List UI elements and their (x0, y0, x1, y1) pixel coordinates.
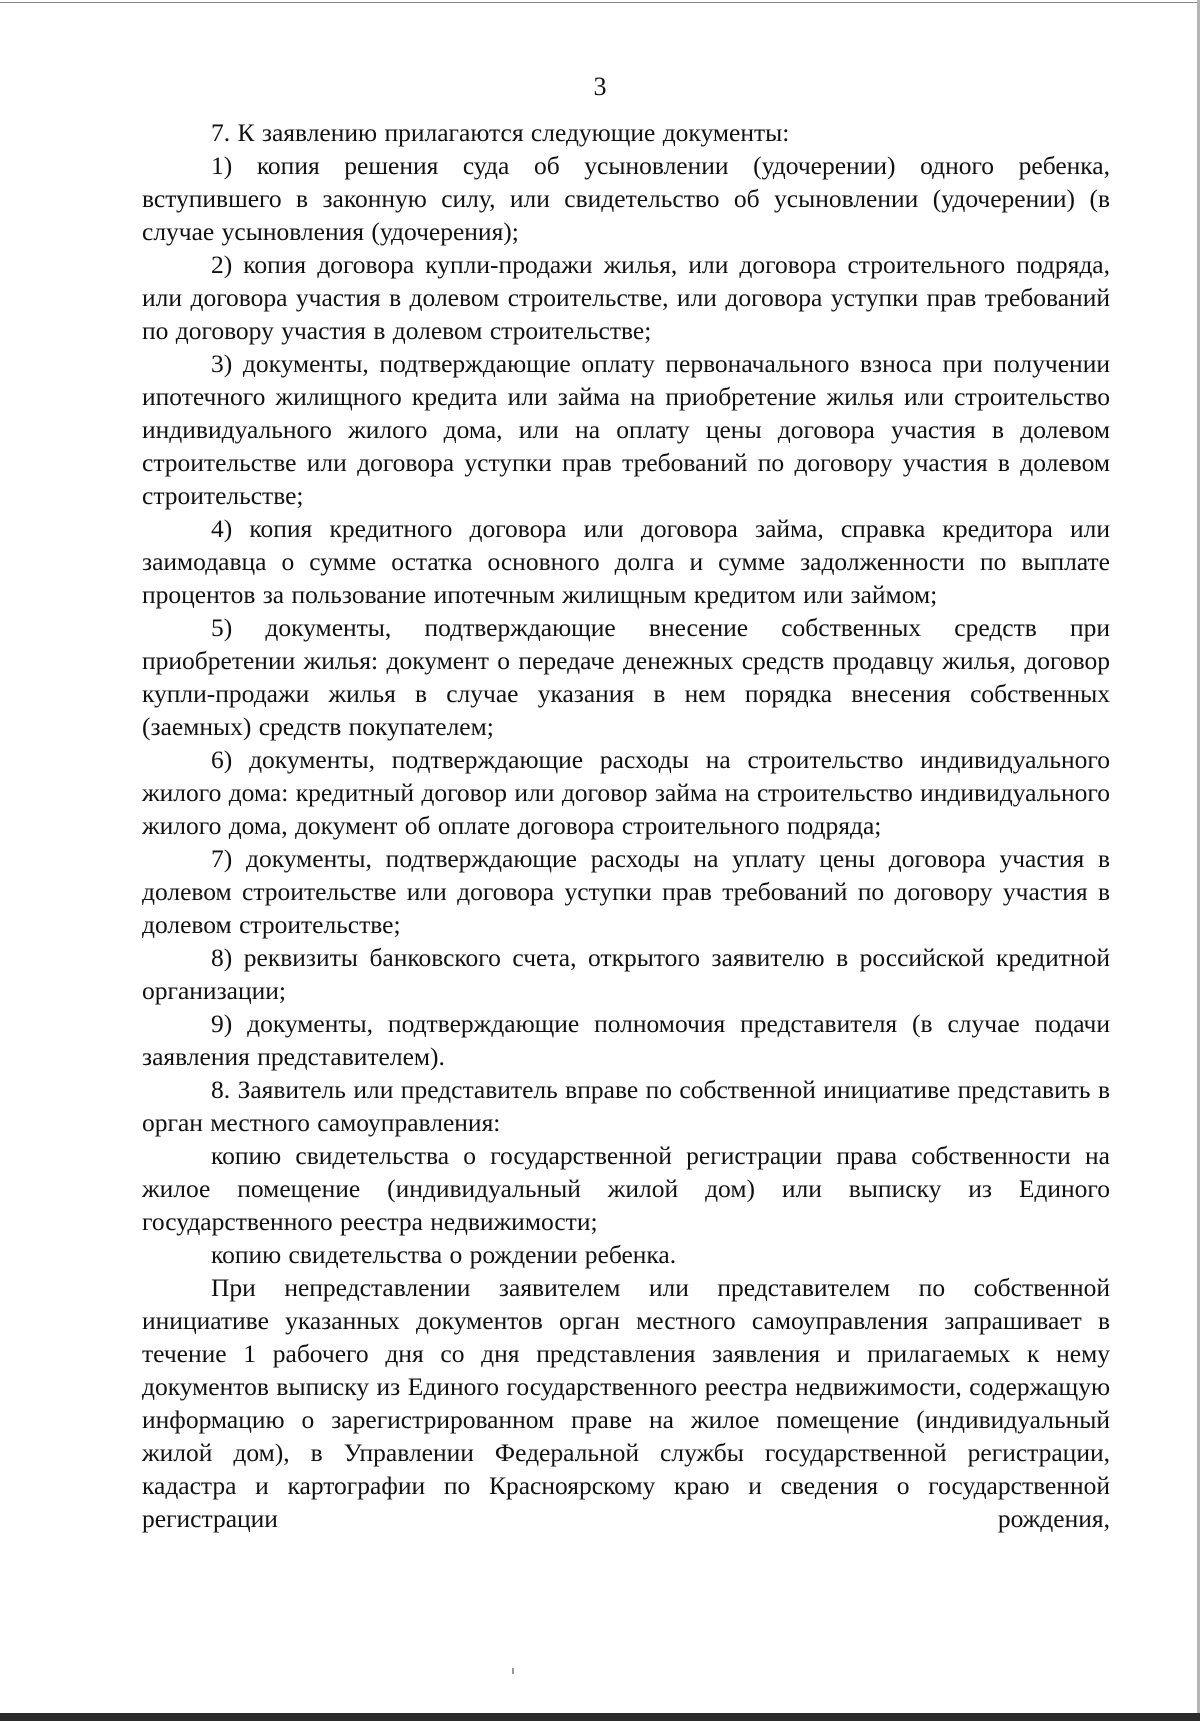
list-item-1: 1) копия решения суда об усыновлении (удочерении) одного ребенка, вступившего в законную силу, или свидетельство об усыновлении (удочерении) (в случае усыновления (удочерения); (142, 151, 1110, 246)
list-item-8: 8) реквизиты банковского счета, открытого заявителю в российской кредитной организации; (142, 943, 1110, 1005)
page-number: 3 (593, 72, 607, 101)
list-item-7: 7) документы, подтверждающие расходы на уплату цены договора участия в долевом строительстве или договора уступки прав требований по договору участия в долевом строительстве; (142, 844, 1110, 939)
scan-artifact (512, 1668, 514, 1674)
list-item-3: 3) документы, подтверждающие оплату первоначального взноса при получении ипотечного жилищного кредита или займа на приобретение жилья или строительство индивидуального жилого дома, или на оплату цены договора участия в долевом строительстве или договора уступки прав требований по договору участия в долевом строительстве; (142, 349, 1110, 510)
paragraph-7-heading: 7. К заявлению прилагаются следующие документы: (211, 118, 790, 147)
paragraph-nonsubmission: При непредставлении заявителем или представителем по собственной инициативе указанных документов орган местного самоуправления запрашивает в течение 1 рабочего дня со дня представления заявления и прилагаемых к нему документов выписку из Единого государственного реестра недвижимости, содержащую информацию о зарегистрированном праве на жилое помещение (индивидуальный жилой дом), в Управлении Федеральной службы государственной регистрации, кадастра и картографии по Красноярскому краю и сведения о государственной регистрации рождения, (142, 1273, 1110, 1533)
list-item-6: 6) документы, подтверждающие расходы на строительство индивидуального жилого дома: кредитный договор или договор займа на строительство индивидуального жилого дома, документ об оплате договора строительного подряда; (142, 745, 1110, 840)
scan-top-edge (0, 2, 1200, 3)
scan-bottom-edge (0, 1713, 1200, 1721)
paragraph-8-item-birth: копию свидетельства о рождении ребенка. (211, 1240, 677, 1269)
paragraph-8-item-certificate: копию свидетельства о государственной регистрации права собственности на жилое помещение (индивидуальный жилой дом) или выписку из Единого государственного реестра недвижимости; (142, 1141, 1110, 1236)
document-body (142, 116, 1110, 1535)
list-item-9: 9) документы, подтверждающие полномочия представителя (в случае подачи заявления представителем). (142, 1009, 1110, 1071)
list-item-4: 4) копия кредитного договора или договора займа, справка кредитора или заимодавца о сумме остатка основного долга и сумме задолженности по выплате процентов за пользование ипотечным жилищным кредитом или займом; (142, 514, 1110, 609)
list-item-2: 2) копия договора купли-продажи жилья, или договора строительного подряда, или договора участия в долевом строительстве, или договора уступки прав требований по договору участия в долевом строительстве; (142, 250, 1110, 345)
list-item-5: 5) документы, подтверждающие внесение собственных средств при приобретении жилья: документ о передаче денежных средств продавцу жилья, договор купли-продажи жилья в случае указания в нем порядка внесения собственных (заемных) средств покупателем; (142, 613, 1110, 741)
paragraph-8: 8. Заявитель или представитель вправе по собственной инициативе представить в орган местного самоуправления: (142, 1075, 1110, 1137)
